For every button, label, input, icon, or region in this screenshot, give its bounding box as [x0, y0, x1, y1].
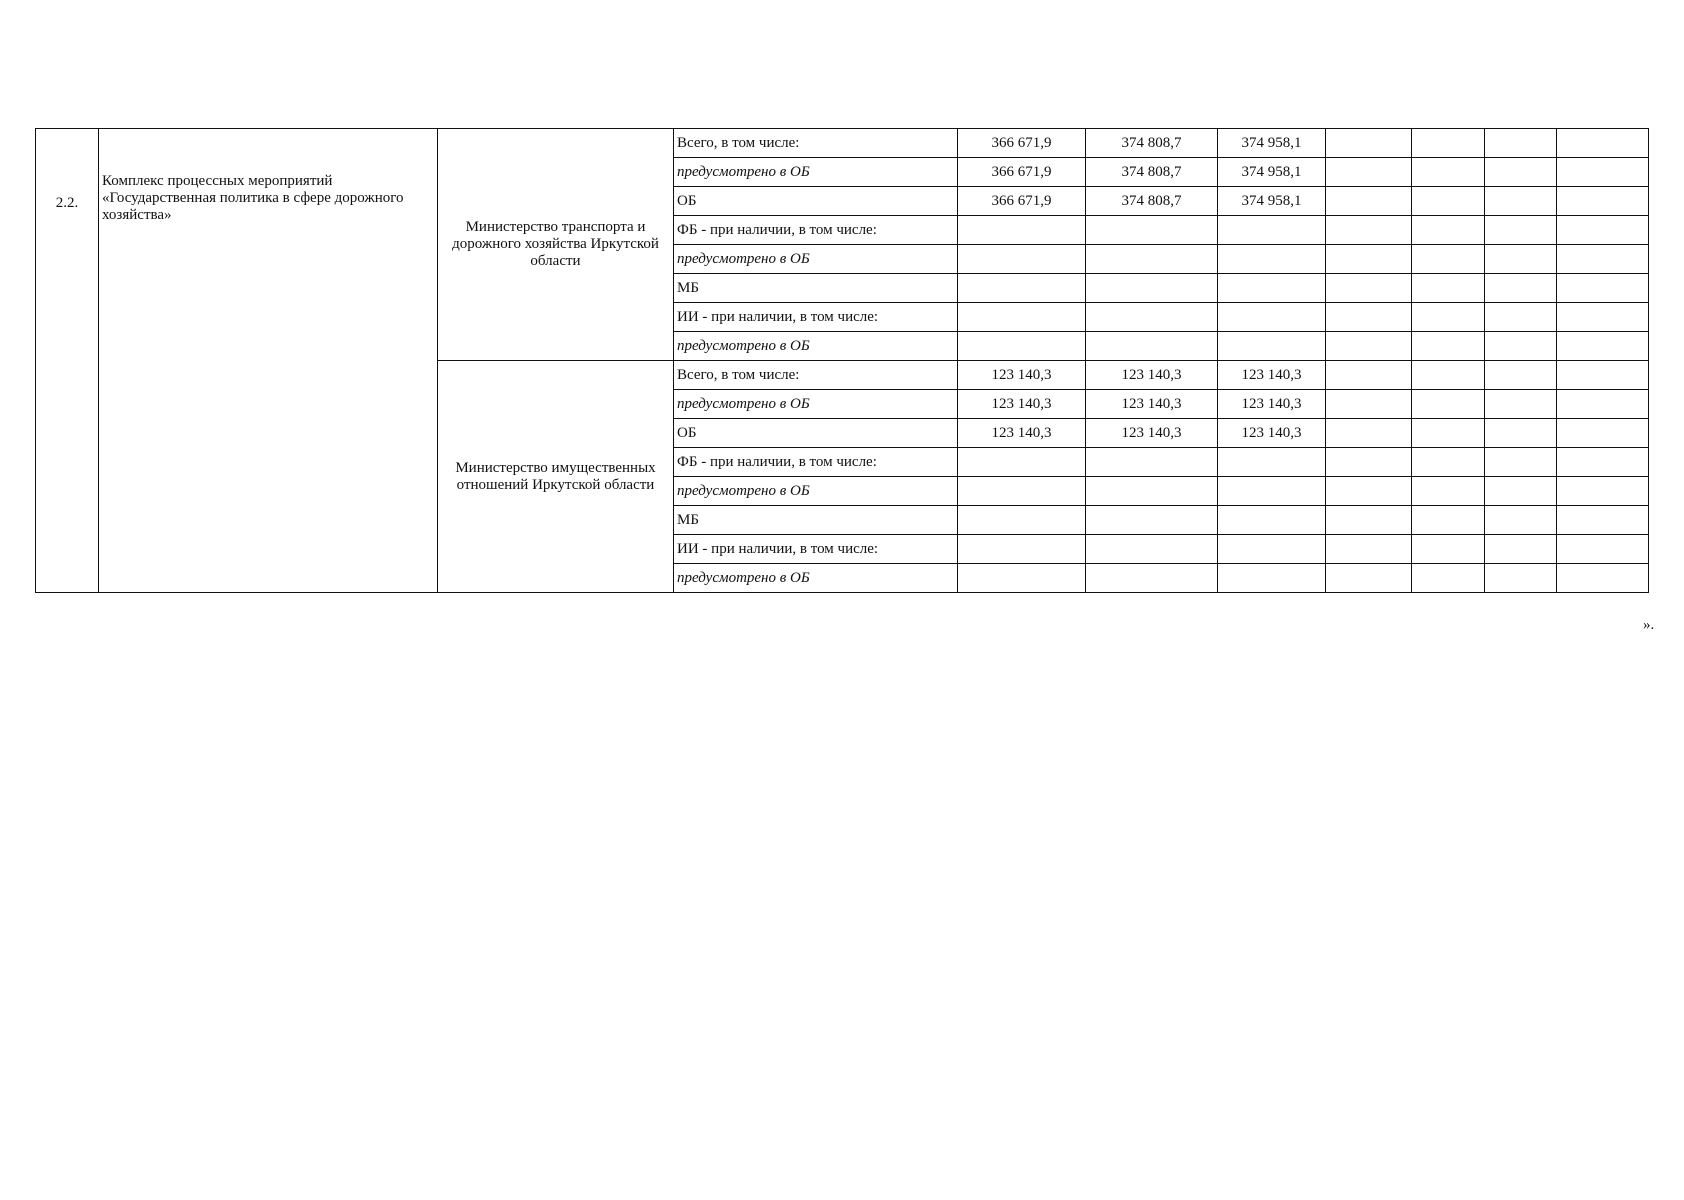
funding-value-cell: [1557, 535, 1649, 564]
funding-value-cell: [1557, 361, 1649, 390]
funding-value-cell: [1412, 274, 1485, 303]
funding-value-cell: [1086, 303, 1218, 332]
funding-value-cell: [1218, 506, 1326, 535]
funding-value-cell: [1086, 448, 1218, 477]
funding-value-cell: [1557, 274, 1649, 303]
funding-value-cell: [1485, 361, 1557, 390]
funding-value-cell: 123 140,3: [1086, 361, 1218, 390]
funding-value-cell: [1326, 274, 1412, 303]
funding-source-label: предусмотрено в ОБ: [674, 564, 958, 593]
funding-source-label: предусмотрено в ОБ: [674, 477, 958, 506]
funding-value-cell: [1557, 303, 1649, 332]
funding-value-cell: [1557, 564, 1649, 593]
funding-value-cell: [1485, 390, 1557, 419]
funding-value-cell: [1326, 245, 1412, 274]
funding-value-cell: [1326, 187, 1412, 216]
funding-value-cell: [1485, 245, 1557, 274]
funding-value-cell: [1086, 245, 1218, 274]
funding-value-cell: [1326, 448, 1412, 477]
funding-source-label: Всего, в том числе:: [674, 361, 958, 390]
closing-quote-mark: ».: [1643, 617, 1655, 633]
funding-value-cell: [1086, 477, 1218, 506]
funding-value-cell: [1412, 390, 1485, 419]
funding-value-cell: [1412, 477, 1485, 506]
funding-value-cell: [1557, 419, 1649, 448]
funding-value-cell: [1557, 158, 1649, 187]
funding-value-cell: 123 140,3: [1086, 390, 1218, 419]
funding-value-cell: 366 671,9: [958, 187, 1086, 216]
funding-value-cell: [958, 245, 1086, 274]
funding-value-cell: [1326, 535, 1412, 564]
funding-value-cell: [1218, 332, 1326, 361]
funding-value-cell: [1412, 158, 1485, 187]
funding-source-label: ИИ - при наличии, в том числе:: [674, 535, 958, 564]
funding-value-cell: [1485, 187, 1557, 216]
funding-source-label: предусмотрено в ОБ: [674, 390, 958, 419]
funding-value-cell: [1218, 216, 1326, 245]
funding-value-cell: [1485, 506, 1557, 535]
funding-value-cell: [1485, 535, 1557, 564]
funding-value-cell: [1412, 564, 1485, 593]
funding-value-cell: [958, 564, 1086, 593]
funding-value-cell: [1485, 158, 1557, 187]
funding-source-label: МБ: [674, 506, 958, 535]
funding-value-cell: 374 958,1: [1218, 158, 1326, 187]
funding-value-cell: [958, 448, 1086, 477]
funding-value-cell: [1412, 361, 1485, 390]
funding-value-cell: [1485, 332, 1557, 361]
funding-source-label: ИИ - при наличии, в том числе:: [674, 303, 958, 332]
funding-value-cell: 374 958,1: [1218, 129, 1326, 158]
funding-value-cell: [1485, 216, 1557, 245]
executor-name: Министерство транспорта и дорожного хозяйства Иркутской области: [438, 129, 674, 361]
funding-value-cell: [1557, 448, 1649, 477]
funding-value-cell: [1218, 448, 1326, 477]
funding-value-cell: [1557, 129, 1649, 158]
funding-source-label: предусмотрено в ОБ: [674, 245, 958, 274]
executor-name: Министерство имущественных отношений Иркутской области: [438, 361, 674, 593]
funding-value-cell: [1557, 390, 1649, 419]
funding-value-cell: [1557, 216, 1649, 245]
funding-value-cell: [1412, 448, 1485, 477]
funding-value-cell: 123 140,3: [1218, 361, 1326, 390]
task-name: Комплекс процессных мероприятий «Государственная политика в сфере дорожного хозяйства»: [99, 129, 438, 593]
funding-value-cell: [1326, 216, 1412, 245]
funding-value-cell: [1086, 506, 1218, 535]
funding-value-cell: [958, 506, 1086, 535]
funding-value-cell: [1412, 187, 1485, 216]
funding-source-label: ФБ - при наличии, в том числе:: [674, 216, 958, 245]
funding-value-cell: [1218, 535, 1326, 564]
funding-value-cell: [958, 535, 1086, 564]
funding-value-cell: [1086, 216, 1218, 245]
funding-value-cell: 123 140,3: [1218, 390, 1326, 419]
funding-value-cell: [1485, 564, 1557, 593]
funding-value-cell: [1412, 419, 1485, 448]
funding-value-cell: [1218, 245, 1326, 274]
funding-value-cell: [1557, 332, 1649, 361]
funding-source-label: ФБ - при наличии, в том числе:: [674, 448, 958, 477]
funding-value-cell: [1485, 274, 1557, 303]
funding-value-cell: [1557, 245, 1649, 274]
funding-value-cell: 374 808,7: [1086, 187, 1218, 216]
funding-value-cell: 123 140,3: [1218, 419, 1326, 448]
funding-value-cell: [1326, 506, 1412, 535]
funding-value-cell: 123 140,3: [958, 419, 1086, 448]
funding-value-cell: 374 958,1: [1218, 187, 1326, 216]
funding-source-label: Всего, в том числе:: [674, 129, 958, 158]
funding-value-cell: [1412, 129, 1485, 158]
funding-value-cell: [1326, 419, 1412, 448]
funding-value-cell: [1086, 332, 1218, 361]
funding-value-cell: [1485, 477, 1557, 506]
funding-value-cell: [1086, 274, 1218, 303]
funding-value-cell: [1557, 506, 1649, 535]
funding-value-cell: [958, 477, 1086, 506]
funding-value-cell: [1485, 448, 1557, 477]
funding-value-cell: 123 140,3: [958, 361, 1086, 390]
funding-value-cell: [1326, 332, 1412, 361]
row-number: 2.2.: [36, 129, 99, 593]
funding-source-label: ОБ: [674, 419, 958, 448]
funding-value-cell: [1326, 477, 1412, 506]
table-row: [36, 129, 1649, 158]
funding-value-cell: [1086, 564, 1218, 593]
funding-value-cell: [1557, 187, 1649, 216]
funding-value-cell: 366 671,9: [958, 158, 1086, 187]
funding-source-label: предусмотрено в ОБ: [674, 332, 958, 361]
funding-value-cell: 123 140,3: [958, 390, 1086, 419]
funding-value-cell: [1412, 535, 1485, 564]
funding-value-cell: [1326, 564, 1412, 593]
funding-value-cell: [1412, 245, 1485, 274]
funding-source-label: предусмотрено в ОБ: [674, 158, 958, 187]
funding-value-cell: [1326, 158, 1412, 187]
funding-value-cell: [1218, 303, 1326, 332]
funding-value-cell: [958, 216, 1086, 245]
funding-value-cell: 366 671,9: [958, 129, 1086, 158]
funding-value-cell: 374 808,7: [1086, 158, 1218, 187]
funding-value-cell: [1218, 274, 1326, 303]
funding-value-cell: [1557, 477, 1649, 506]
funding-value-cell: [958, 332, 1086, 361]
funding-value-cell: [958, 303, 1086, 332]
funding-value-cell: [1412, 506, 1485, 535]
funding-value-cell: [1326, 390, 1412, 419]
funding-value-cell: [1485, 419, 1557, 448]
funding-value-cell: [1485, 303, 1557, 332]
funding-value-cell: 123 140,3: [1086, 419, 1218, 448]
funding-value-cell: [1412, 303, 1485, 332]
funding-value-cell: [1485, 129, 1557, 158]
funding-value-cell: [1326, 303, 1412, 332]
funding-value-cell: [958, 274, 1086, 303]
funding-source-label: МБ: [674, 274, 958, 303]
funding-value-cell: [1218, 564, 1326, 593]
funding-value-cell: [1086, 535, 1218, 564]
funding-value-cell: [1326, 129, 1412, 158]
funding-value-cell: [1412, 216, 1485, 245]
table-body: [36, 129, 1649, 593]
funding-value-cell: [1412, 332, 1485, 361]
funding-value-cell: [1326, 361, 1412, 390]
funding-table: [35, 128, 1649, 593]
funding-value-cell: 374 808,7: [1086, 129, 1218, 158]
funding-value-cell: [1218, 477, 1326, 506]
funding-source-label: ОБ: [674, 187, 958, 216]
